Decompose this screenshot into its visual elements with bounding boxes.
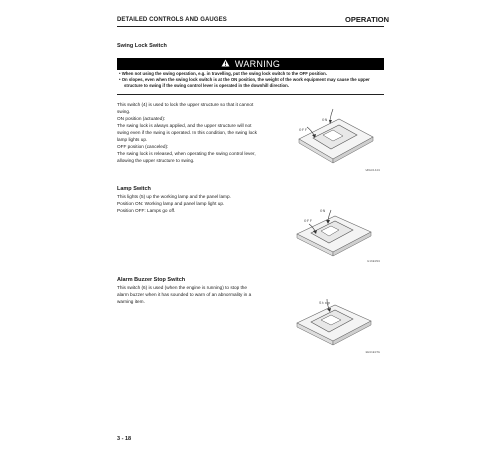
swing-lock-figure xyxy=(287,105,383,175)
warning-item-1: • When not using the swing operation, e.g. in travelling, put the swing lock switch to the OFF position. xyxy=(119,71,328,76)
stop-label: Stop xyxy=(319,302,331,306)
rocker-switch-illustration xyxy=(287,105,383,175)
figure-code: E16E0S0 xyxy=(367,260,380,263)
on-label: ON xyxy=(322,119,328,123)
body-line: The swing lock is always applied, and the upper structure will not xyxy=(117,123,252,128)
figure-code: WKE01420 xyxy=(365,169,380,172)
warning-item-2-cont: structure to swing if the swing control lever is operated in the downhill direction. xyxy=(124,83,289,88)
page-number: 3 - 18 xyxy=(117,436,132,442)
alarm-buzzer-figure xyxy=(287,287,383,357)
chapter-header: OPERATION xyxy=(345,15,390,24)
lamp-switch-figure xyxy=(287,196,383,266)
body-line: The swing lock is released, when operating the swing control lever, xyxy=(117,151,256,156)
body-line: This switch (6) is used (when the engine is running) to stop the xyxy=(117,285,248,290)
buzzer-switch-illustration xyxy=(287,287,383,357)
off-label: OFF xyxy=(299,129,308,133)
body-line: alarm buzzer when it has sounded to warn of an abnormality in a xyxy=(117,292,252,297)
alarm-buzzer-title: Alarm Buzzer Stop Switch xyxy=(117,277,186,283)
warning-label: WARNING xyxy=(234,59,281,69)
lamp-switch-body xyxy=(117,193,282,214)
warning-banner xyxy=(117,58,384,70)
body-line: lamp lights up. xyxy=(117,137,148,142)
body-line: allowing the upper structure to swing. xyxy=(117,158,195,163)
body-line: Position ON: Working lamp and panel lamp light up. xyxy=(117,201,225,206)
swing-lock-title: Swing Lock Switch xyxy=(117,43,167,49)
lamp-switch-title: Lamp Switch xyxy=(117,186,151,192)
section-header: DETAILED CONTROLS AND GAUGES xyxy=(117,17,227,23)
swing-lock-body xyxy=(117,101,277,164)
body-line: This switch (4) is used to lock the upper structure so that it cannot xyxy=(117,102,254,107)
warning-item-2: • On slopes, even when the swing lock switch is at the ON position, the weight of the work equipment may cause the upper xyxy=(119,77,370,82)
body-line: OFF position (canceled): xyxy=(117,144,169,149)
body-line: swing even if the swing is operated. In this condition, the swing lock xyxy=(117,130,257,135)
warning-box xyxy=(117,70,384,95)
lamp-switch-illustration xyxy=(287,196,383,266)
on-label: ON xyxy=(320,210,326,214)
body-line: This lights (5) up the working lamp and the panel lamp. xyxy=(117,194,231,199)
figure-code: EE01E07E xyxy=(365,351,380,354)
body-line: warning item. xyxy=(117,299,145,304)
body-line: ON position (actuated): xyxy=(117,116,166,121)
body-line: swing. xyxy=(117,109,131,114)
alarm-buzzer-body xyxy=(117,284,282,305)
body-line: Position OFF: Lamps go off. xyxy=(117,208,176,213)
warning-icon xyxy=(221,59,230,69)
header-rule xyxy=(117,26,384,27)
off-label: OFF xyxy=(304,220,313,224)
